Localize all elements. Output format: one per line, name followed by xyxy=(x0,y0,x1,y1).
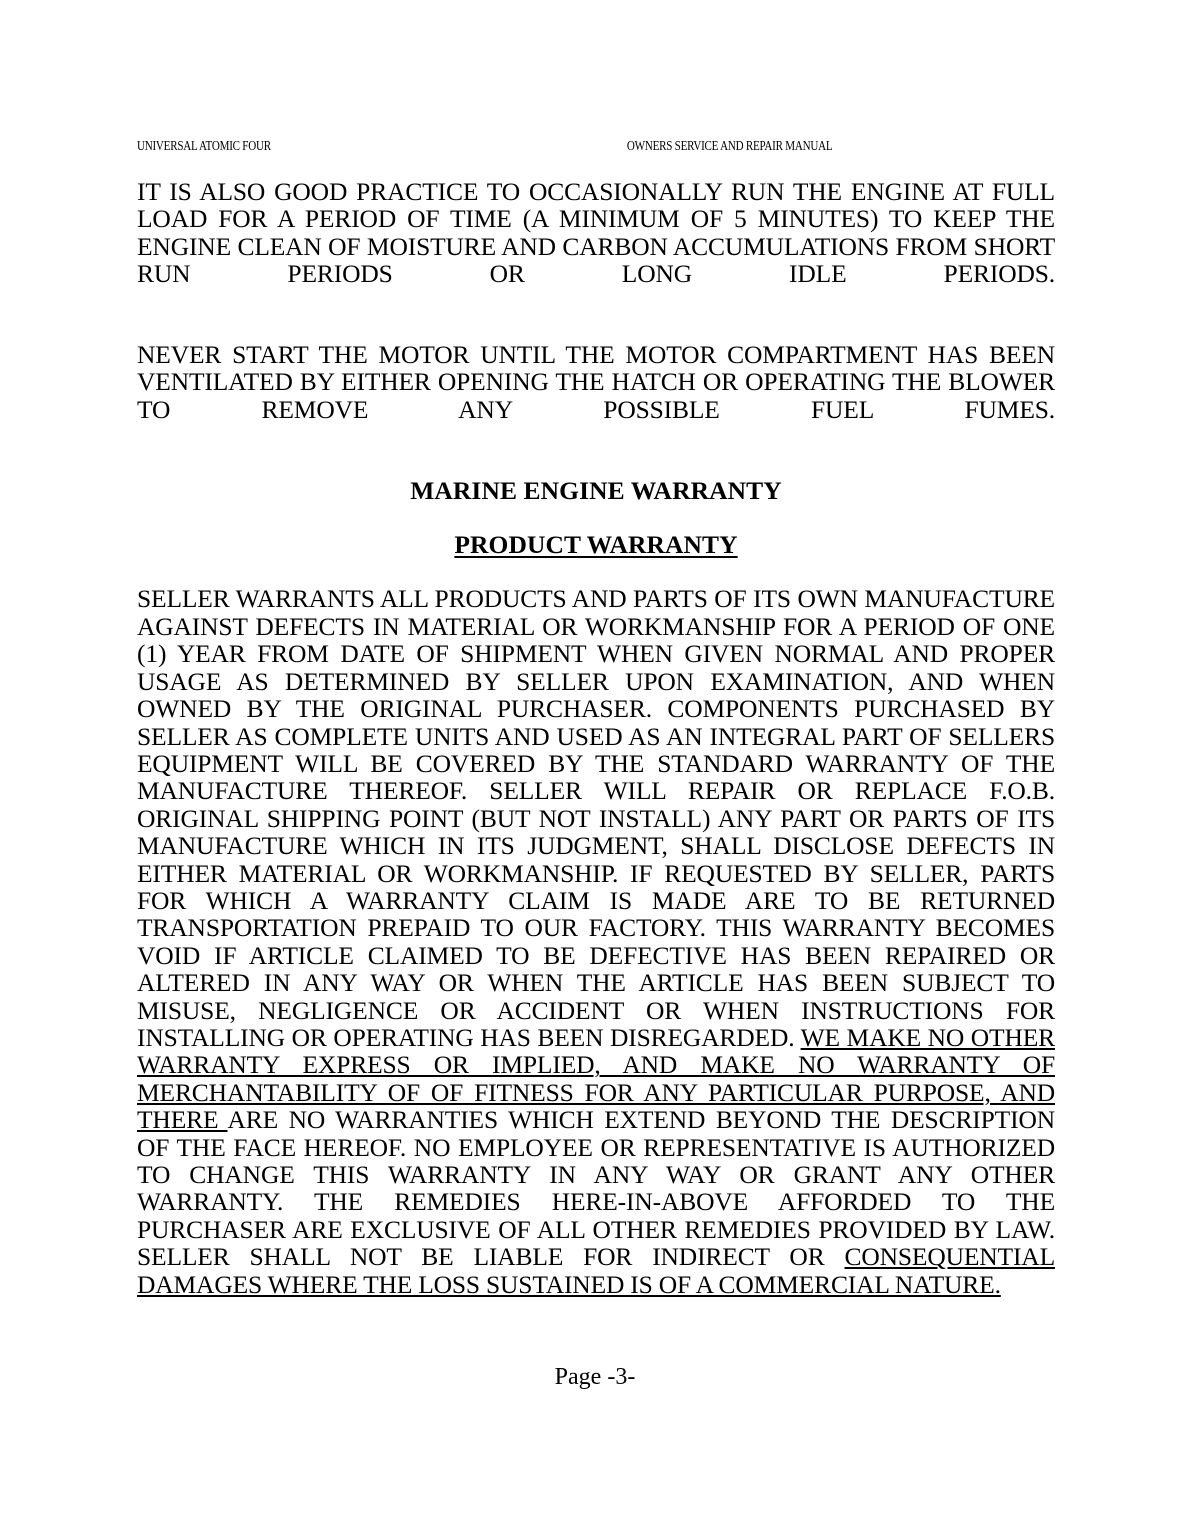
page-footer xyxy=(0,1364,1190,1391)
heading-marine-engine-warranty xyxy=(137,477,1055,504)
heading-product-warranty xyxy=(137,531,1055,558)
running-head xyxy=(137,138,832,154)
document-body xyxy=(137,178,1055,1298)
warranty-body-spacer xyxy=(137,558,1055,585)
warranty-segment-underlined-1: WE MAKE NO OTHER WARRANTY EXPRESS OR IMPLIED, AND MAKE NO WARRANTY OF MERCHANTABILITY OF OF FITNESS FOR ANY PARTICULAR PURPOSE, AND THERE xyxy=(137,1022,1055,1135)
paragraph-product-warranty-terms xyxy=(137,585,1055,1298)
heading-marine-engine-warranty-text: MARINE ENGINE WARRANTY xyxy=(410,475,782,505)
warranty-segment-plain-2: ARE NO WARRANTIES WHICH EXTEND BEYOND THE DESCRIPTION OF THE FACE HEREOF. NO EMPLOYEE OR REPRESENTATIVE IS AUTHORIZED TO CHANGE THIS WARRANTY IN ANY WAY OR GRANT ANY OTHER WARRANTY. THE REMEDIES HERE-IN-ABOVE AFFORDED TO THE PURCHASER ARE EXCLUSIVE OF ALL OTHER REMEDIES PROVIDED BY LAW. SELLER SHALL NOT BE LIABLE FOR INDIRECT OR xyxy=(137,1105,1055,1272)
warranty-segment-underlined-2: CONSEQUENTIAL DAMAGES WHERE THE LOSS SUSTAINED IS OF A COMMERCIAL NATURE. xyxy=(137,1242,1055,1299)
heading-spacer xyxy=(137,504,1055,531)
paragraph-run-engine-full-load: IT IS ALSO GOOD PRACTICE TO OCCASIONALLY RUN THE ENGINE AT FULL LOAD FOR A PERIOD OF TIME (A MINIMUM OF 5 MINUTES) TO KEEP THE ENGINE CLEAN OF MOISTURE AND CARBON ACCUMULATIONS FROM SHORT RUN PERIODS OR LONG IDLE PERIODS. xyxy=(137,177,1055,289)
warranty-segment-plain-1: SELLER WARRANTS ALL PRODUCTS AND PARTS OF ITS OWN MANUFACTURE AGAINST DEFECTS IN MATERIAL OR WORKMANSHIP FOR A PERIOD OF ONE (1) YEAR FROM DATE OF SHIPMENT WHEN GIVEN NORMAL AND PROPER USAGE AS DETERMINED BY SELLER UPON EXAMINATION, AND WHEN OWNED BY THE ORIGINAL PURCHASER. COMPONENTS PURCHASED BY SELLER AS COMPLETE UNITS AND USED AS AN INTEGRAL PART OF SELLERS EQUIPMENT WILL BE COVERED BY THE STANDARD WARRANTY OF THE MANUFACTURE THEREOF. SELLER WILL REPAIR OR REPLACE F.O.B. ORIGINAL SHIPPING POINT (BUT NOT INSTALL) ANY PART OR PARTS OF ITS MANUFACTURE WHICH IN ITS JUDGMENT, SHALL DISCLOSE DEFECTS IN EITHER MATERIAL OR WORKMANSHIP. IF REQUESTED BY SELLER, PARTS FOR WHICH A WARRANTY CLAIM IS MADE ARE TO BE RETURNED TRANSPORTATION PREPAID TO OUR FACTORY. THIS WARRANTY BECOMES VOID IF ARTICLE CLAIMED TO BE DEFECTIVE HAS BEEN REPAIRED OR ALTERED IN ANY WAY OR WHEN THE ARTICLE HAS BEEN SUBJECT TO MISUSE, NEGLIGENCE OR ACCIDENT OR WHEN INSTRUCTIONS FOR INSTALLING OR OPERATING HAS BEEN DISREGARDED. xyxy=(137,584,1055,1052)
heading-product-warranty-text: PRODUCT WARRANTY xyxy=(454,530,738,560)
paragraph-never-start-motor: NEVER START THE MOTOR UNTIL THE MOTOR COMPARTMENT HAS BEEN VENTILATED BY EITHER OPENING THE HATCH OR OPERATING THE BLOWER TO REMOVE ANY POSSIBLE FUEL FUMES. xyxy=(137,340,1055,424)
page-number-label: Page -3- xyxy=(554,1364,636,1390)
running-head-right: OWNERS SERVICE AND REPAIR MANUAL xyxy=(626,138,833,153)
running-head-left: UNIVERSAL ATOMIC FOUR xyxy=(137,138,271,153)
